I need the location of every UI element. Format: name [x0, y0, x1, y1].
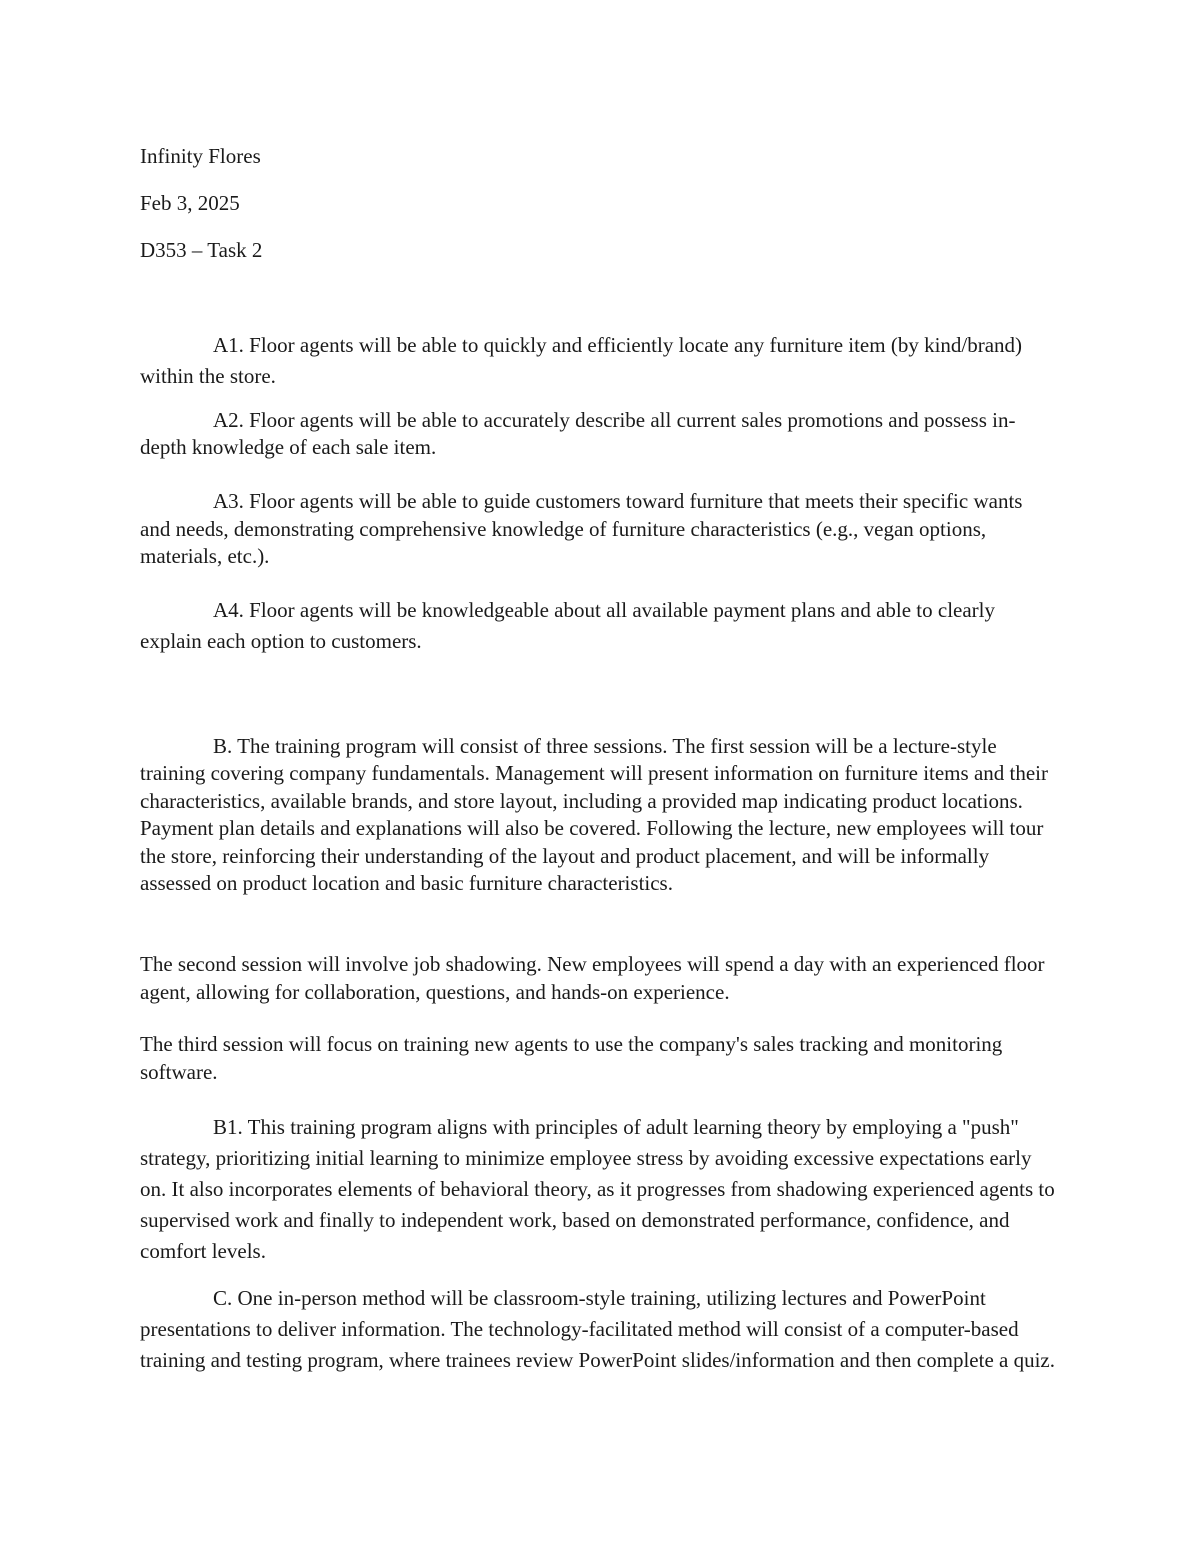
objective-a2 — [140, 407, 1056, 461]
objective-a3-text: A3. Floor agents will be able to guide customers toward furniture that meets their specific wants and needs, demonstrating comprehensive knowledge of furniture characteristics (e.g., vegan options, materials, etc.). — [140, 489, 1023, 568]
second-session-paragraph: The second session will involve job shadowing. New employees will spend a day with an experienced floor agent, allowing for collaboration, questions, and hands-on experience. — [140, 952, 1045, 1004]
objective-a2-text: A2. Floor agents will be able to accurately describe all current sales promotions and possess in-depth knowledge of each sale item. — [140, 408, 1016, 459]
objective-a3 — [140, 488, 1056, 571]
third-session-paragraph: The third session will focus on training new agents to use the company's sales tracking and monitoring software. — [140, 1032, 1003, 1084]
section-c-paragraph — [140, 1283, 1056, 1376]
section-c-text: C. One in-person method will be classroom-style training, utilizing lectures and PowerPoint presentations to deliver information. The technology-facilitated method will consist of a computer-based training and testing program, where trainees review PowerPoint slides/information and then complete a quiz. — [140, 1286, 1055, 1372]
course-task-title: D353 – Task 2 — [140, 238, 263, 262]
objective-a1-text: A1. Floor agents will be able to quickly and efficiently locate any furniture item (by kind/brand) within the store. — [140, 333, 1023, 388]
section-b-text: B. The training program will consist of three sessions. The first session will be a lecture-style training covering company fundamentals. Management will present information on furniture items and their characteristics, available brands, and store layout, including a provided map indicating product locations. Payment plan details and explanations will also be covered. Following the lecture, new employees will tour the store, reinforcing their understanding of the layout and product placement, and will be informally assessed on product location and basic furniture characteristics. — [140, 734, 1048, 896]
document-date: Feb 3, 2025 — [140, 191, 240, 215]
objective-a4-text: A4. Floor agents will be knowledgeable about all available payment plans and able to clearly explain each option to customers. — [140, 598, 996, 653]
section-b1-text: B1. This training program aligns with principles of adult learning theory by employing a "push" strategy, prioritizing initial learning to minimize employee stress by avoiding excessive expectations early on. It also incorporates elements of behavioral theory, as it progresses from shadowing experienced agents to supervised work and finally to independent work, based on demonstrated performance, confidence, and comfort levels. — [140, 1115, 1055, 1263]
author-name: Infinity Flores — [140, 144, 261, 168]
section-b-paragraph — [140, 733, 1056, 897]
section-b1-paragraph — [140, 1112, 1056, 1267]
objective-a4 — [140, 595, 1056, 657]
objective-a1 — [140, 330, 1056, 392]
